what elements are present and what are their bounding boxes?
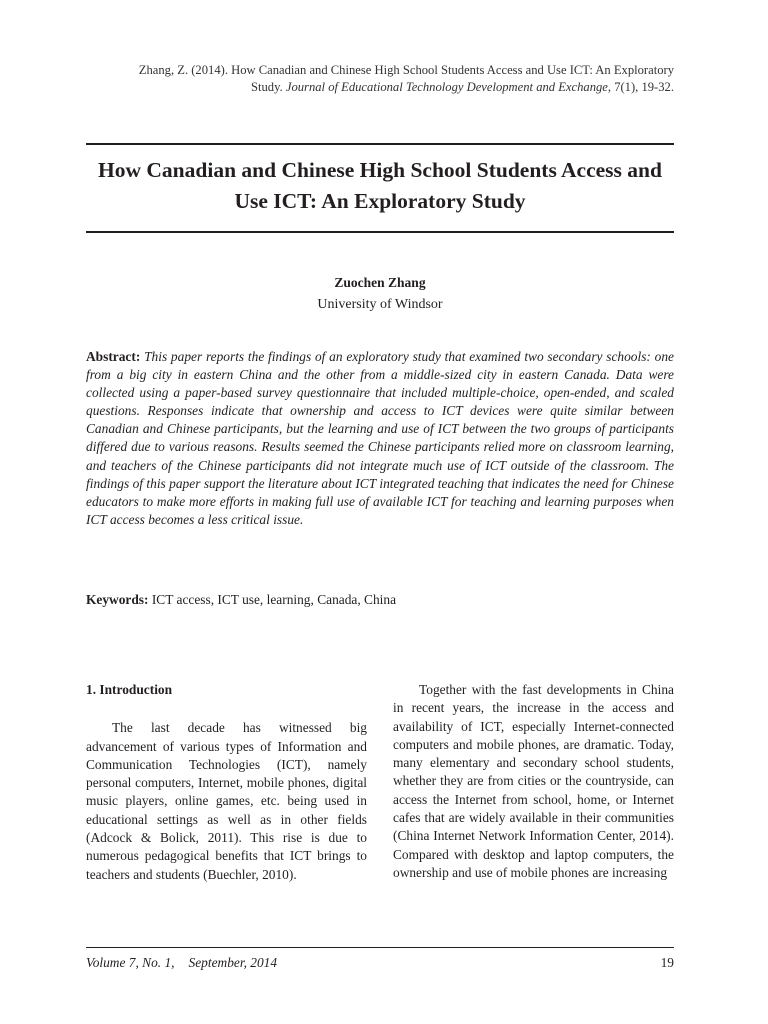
- keywords-label: Keywords:: [86, 592, 149, 607]
- abstract-label: Abstract:: [86, 349, 141, 364]
- title-top-rule: [86, 143, 674, 145]
- citation-line-2: [86, 79, 674, 96]
- page-number: 19: [660, 955, 674, 970]
- intro-paragraph-1: The last decade has witnessed big advancement of various types of Information and Communication Technologies (ICT), namely personal computers, Internet, mobile phones, digital music players, online games, etc. being used in educational settings as well as in other fields (Adcock & Bolick, 2011). This rise is due to numerous pedagogical benefits that ICT brings to teachers and students (Buechler, 2010).: [86, 720, 367, 882]
- footer-date: September, 2014: [188, 955, 278, 970]
- title-bottom-rule: [86, 231, 674, 233]
- citation-study: Study.: [250, 80, 283, 94]
- intro-paragraph-2: Together with the fast developments in China in recent years, the increase in the access and availability of ICT, especially Internet-connected computers and mobile phones, are dramatic. Today, many elementary and secondary school students, whether they are from cities or the countryside, can access the Internet from school, home, or Internet cafes that are widely available in their communities (China Internet Network Information Center, 2014). Compared with desktop and laptop computers, the ownership and use of mobile phones are increasing: [393, 682, 674, 880]
- citation: [86, 62, 674, 96]
- footer-issue: [86, 955, 277, 971]
- footer-rule: [86, 947, 674, 948]
- right-column: [393, 681, 674, 882]
- author-name: Zuochen Zhang: [334, 275, 426, 290]
- author-affiliation: University of Windsor: [317, 297, 443, 312]
- keywords: [86, 592, 674, 608]
- abstract: [86, 348, 674, 529]
- citation-volume: , 7(1), 19-32.: [607, 80, 674, 94]
- paper-title: How Canadian and Chinese High School Students Access and Use ICT: An Exploratory Study: [98, 158, 662, 213]
- footer-volume: Volume 7, No. 1,: [86, 955, 175, 970]
- keywords-text: ICT access, ICT use, learning, Canada, China: [151, 592, 397, 607]
- abstract-text: This paper reports the findings of an exploratory study that examined two secondary schools: one from a big city in eastern China and the other from a middle-sized city in eastern Canada. Data were collected using a paper-based survey questionnaire that included multiple-choice, open-ended, and scaled questions. Responses indicate that ownership and access to ICT devices were quite similar between Canadian and Chinese participants, but the learning and use of ICT between the two groups of participants differed due to various reasons. Results seemed the Chinese participants relied more on classroom learning, and teachers of the Chinese participants did not integrate much use of ICT outside of the classroom. The findings of this paper support the literature about ICT integrated teaching that indicates the need for Chinese educators to make more efforts in making full use of available ICT for teaching and learning purposes when ICT access becomes a less critical issue.: [86, 349, 674, 527]
- left-column: [86, 681, 367, 884]
- section-heading: 1. Introduction: [86, 682, 173, 697]
- citation-line-1: Zhang, Z. (2014). How Canadian and Chinese High School Students Access and Use ICT: An Exploratory: [138, 63, 674, 77]
- citation-journal: Journal of Educational Technology Development and Exchange: [285, 80, 608, 94]
